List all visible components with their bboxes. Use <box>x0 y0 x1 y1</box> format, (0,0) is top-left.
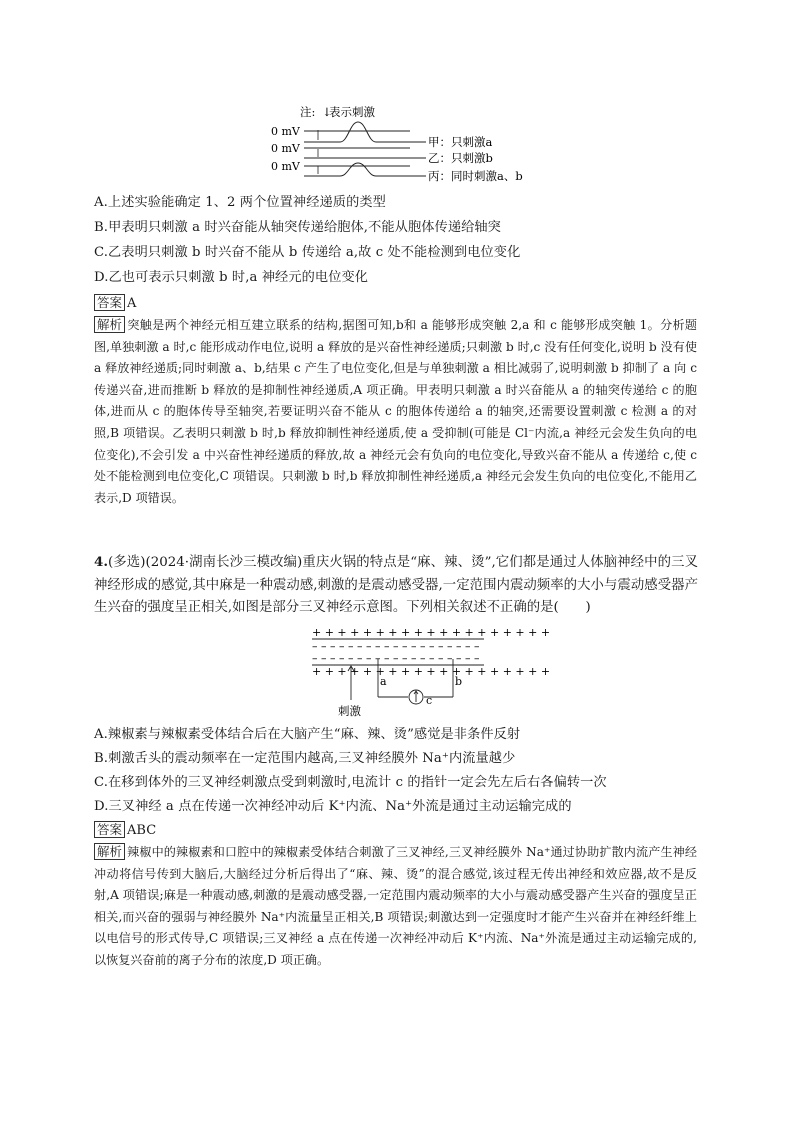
q4-answer-value: ABC <box>127 823 157 838</box>
trigeminal-nerve-figure <box>308 625 551 718</box>
answer-tag: 答案 <box>94 294 125 311</box>
q3-answer-value: A <box>127 296 137 311</box>
q4-option-d: D.三叉神经 a 点在传递一次神经冲动后 K⁺内流、Na⁺外流是通过主动运输完成的 <box>94 799 572 814</box>
explanation-tag: 解析 <box>94 843 125 860</box>
q4-option-c: C.在移到体外的三叉神经刺激点受到刺激时,电流计 c 的指针一定会先左后右各偏转一次 <box>94 775 607 790</box>
figure-note-text: 表示刺激 <box>329 105 375 119</box>
q3-option-b: B.甲表明只刺激 a 时兴奋能从轴突传递给胞体,不能从胞体传递给轴突 <box>94 220 501 235</box>
q4-explanation <box>94 842 697 972</box>
zero-mv-label-1: 0 mV <box>271 125 300 138</box>
trace-jia <box>304 122 426 142</box>
membrane-bottom-plus: + + + + + + + + + + + + + + + + + + + <box>312 665 551 678</box>
label-a: a <box>380 675 387 688</box>
q3-option-d: D.乙也可表示只刺激 b 时,a 神经元的电位变化 <box>94 270 369 285</box>
stimulus-arrow-icon: ↓ <box>322 105 332 119</box>
q4-answer <box>94 821 156 839</box>
q4-stem: (多选)(2024·湖南长沙三模改编)重庆火锅的特点是“麻、辣、烫”,它们都是通过人体脑神经中的三叉神经形成的感觉,其中麻是一种震动感,刺激的是震动感受器,一定范围内震动频率的大小与震动感受器产生兴奋的强度呈正相关,如图是部分三叉神经示意图。下列相关叙述不正确的是( ) <box>94 555 698 615</box>
q3-option-a: A.上述实验能确定 1、2 两个位置神经递质的类型 <box>94 195 386 210</box>
label-jia: 甲：只刺激a <box>428 135 493 149</box>
q4-number: 4. <box>94 554 108 570</box>
membrane-potential-figure <box>260 100 560 188</box>
figure-note-label: 注: <box>300 105 316 119</box>
explanation-tag: 解析 <box>94 316 125 333</box>
label-c: c <box>426 694 433 707</box>
q3-option-c: C.乙表明只刺激 b 时兴奋不能从 b 传递给 a,故 c 处不能检测到电位变化 <box>94 245 521 260</box>
label-b: b <box>455 675 463 688</box>
q4-explanation-text: 辣椒中的辣椒素和口腔中的辣椒素受体结合刺激了三叉神经,三叉神经膜外 Na⁺通过协助扩散内流产生神经冲动将信号传到大脑后,大脑经过分析后得出了“麻、辣、烫”的混合感觉,该过程无传出神经和效应器,故不是反射,A 项错误;麻是一种震动感,刺激的是震动感受器,一定范围内震动频率的大小与震动感受器产生兴奋的强度呈正相关,而兴奋的强弱与神经膜外 Na⁺内流量呈正相关,B 项错误;刺激达到一定强度时才能产生兴奋并在神经纤维上以电信号的形式传导,C 项错误;三叉神经 a 点在传递一次神经冲动后 K⁺内流、Na⁺外流是通过主动运输完成的,以恢复兴奋前的离子分布的浓度,D 项正确。 <box>94 845 697 967</box>
label-bing: 丙：同时刺激a、b <box>428 169 523 183</box>
q4-option-a: A.辣椒素与辣椒素受体结合后在大脑产生“麻、辣、烫”感觉是非条件反射 <box>94 727 521 742</box>
label-yi: 乙：只刺激b <box>428 151 493 165</box>
membrane-top-minus: – – – – – – – – – – – – – – – – – – – <box>312 640 480 653</box>
answer-tag: 答案 <box>94 821 125 838</box>
q4-option-b: B.刺激舌头的震动频率在一定范围内越高,三叉神经膜外 Na⁺内流量越少 <box>94 751 516 766</box>
question-4 <box>94 551 698 620</box>
membrane-top-plus: + + + + + + + + + + + + + + + + + + + <box>312 626 551 639</box>
q3-answer <box>94 294 136 312</box>
trace-bing <box>304 163 426 176</box>
membrane-bottom-minus: – – – – – – – – – – – – – – – – – – – <box>312 652 480 665</box>
stimulus-label: 刺激 <box>338 704 361 718</box>
zero-mv-label-2: 0 mV <box>271 142 300 155</box>
q3-explanation <box>94 315 697 509</box>
zero-mv-label-3: 0 mV <box>271 160 300 173</box>
q3-explanation-text: 突触是两个神经元相互建立联系的结构,据图可知,b和 a 能够形成突触 2,a 和 c 能够形成突触 1。分析题图,单独刺激 a 时,c 能形成动作电位,说明 a 释放的是兴奋性神经递质;只刺激 b 时,c 没有任何变化,说明 b 没有使 a 释放神经递质;同时刺激 a、b,结果 c 产生了电位变化,但是与单独刺激 a 相比减弱了,说明刺激 b 抑制了 a 向 c 传递兴奋,进而推断 b 释放的是抑制性神经递质,A 项正确。甲表明只刺激 a 时兴奋能从 a 的轴突传递给 c 的胞体,进而从 c 的胞体传导至轴突,若要证明兴奋不能从 c 的胞体传递给 a 的轴突,还需要设置刺激 c 检测 a 的对照,B 项错误。乙表明只刺激 b 时,b 释放抑制性神经递质,使 a 受抑制(可能是 Cl⁻内流,a 神经元会发生负向的电位变化),不会引发 a 中兴奋性神经递质的释放,故 a 神经元会有负向的电位变化,导致兴奋不能从 a 传递给 c,使 c 处不能检测到电位变化,C 项错误。只刺激 b 时,b 释放抑制性神经递质,a 神经元会发生负向的电位变化,不能用乙表示,D 项错误。 <box>94 318 697 505</box>
